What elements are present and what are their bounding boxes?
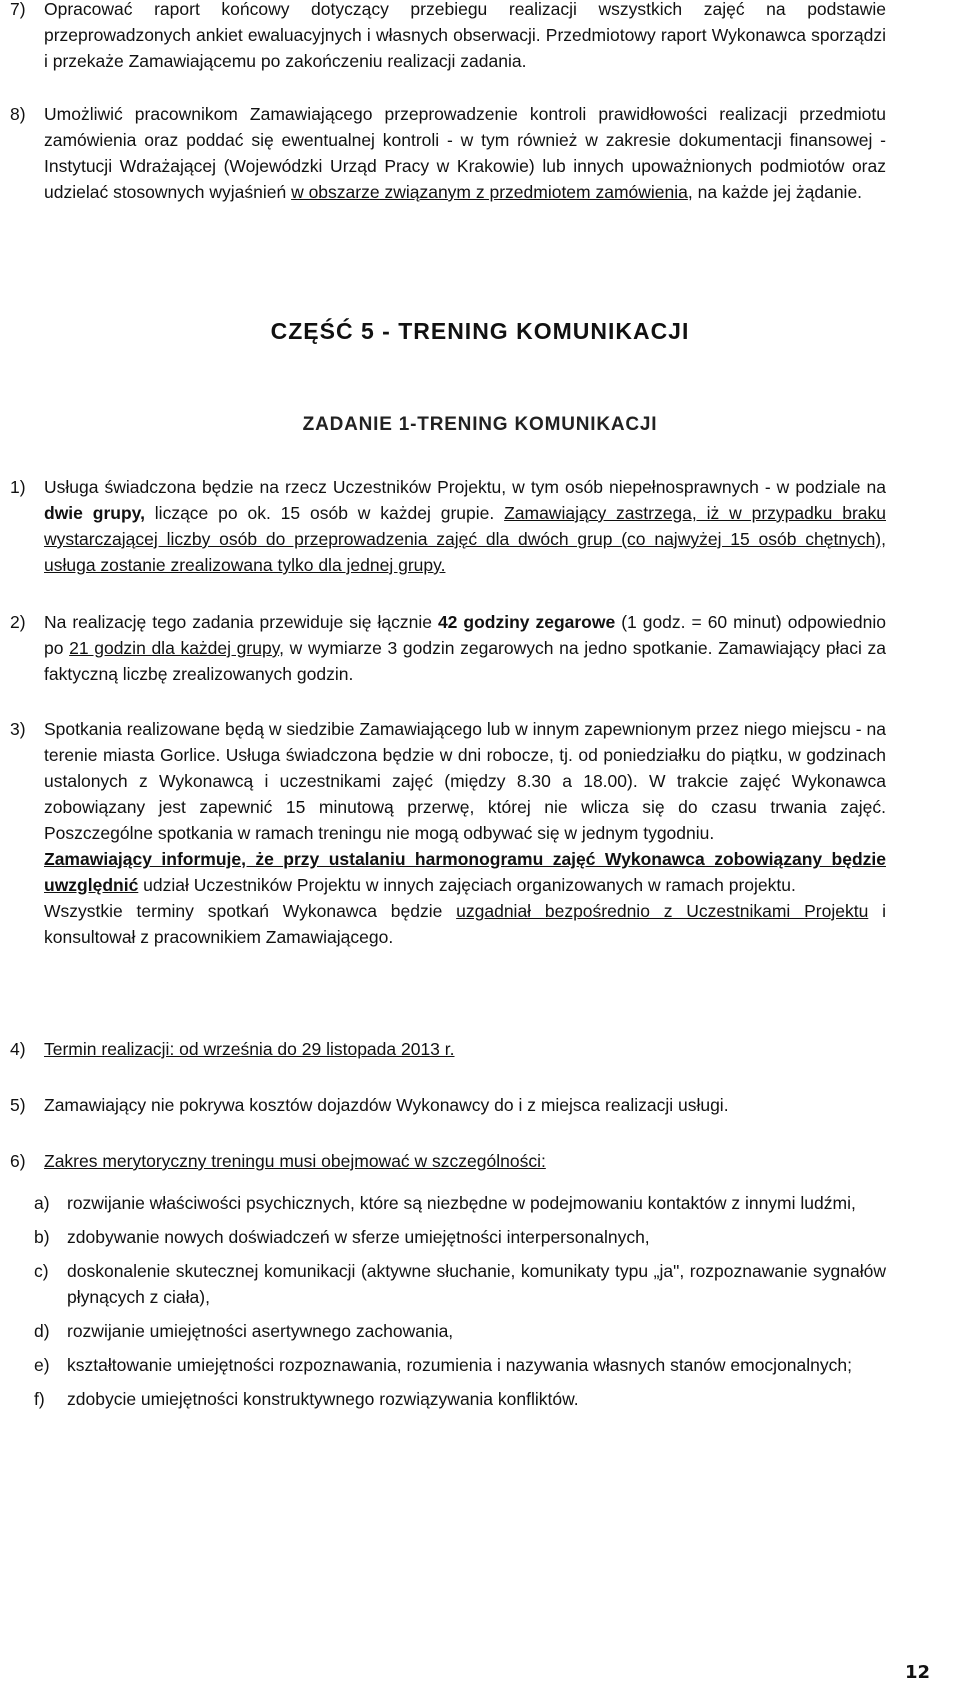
item-number: 5): [10, 1095, 26, 1115]
item-number: 3): [10, 719, 26, 739]
sub-item-letter: b): [34, 1227, 50, 1247]
sub-item-text: zdobycie umiejętności konstruktywnego rozwiązywania konfliktów.: [67, 1389, 579, 1409]
list-item-5: [10, 1092, 886, 1118]
item-text-underlined: w obszarze związanym z przedmiotem zamówienia: [291, 182, 688, 202]
item-text: [44, 1036, 886, 1062]
item-text-part: (1 godz. = 60 minut) odpowiednio po: [44, 612, 886, 658]
sub-item-text: zdobywanie nowych doświadczeń w sferze umiejętności interpersonalnych,: [67, 1227, 650, 1247]
list-item-6: [10, 1148, 886, 1174]
item-text-part: Wszystkie terminy spotkań Wykonawca będzie: [44, 901, 457, 921]
item-text-bold-underlined: Zamawiający informuje, że przy ustalaniu harmonogramu zajęć Wykonawca zobowiązany będzie uwzględnić: [44, 849, 886, 895]
sub-item-letter: a): [34, 1193, 50, 1213]
sub-item-letter: f): [34, 1389, 45, 1409]
page-number: 12: [904, 1662, 930, 1683]
sub-list-item: [34, 1224, 886, 1250]
sub-list-item: [34, 1190, 886, 1216]
section-heading: CZĘŚĆ 5 - TRENING KOMUNIKACJI: [270, 318, 690, 344]
item-number: 1): [10, 477, 26, 497]
sub-item-text: rozwijanie umiejętności asertywnego zachowania,: [67, 1321, 454, 1341]
task-heading: ZADANIE 1-TRENING KOMUNIKACJI: [302, 414, 658, 435]
item-text-bold: 42 godziny zegarowe: [437, 612, 616, 632]
item-text: [44, 1148, 886, 1174]
sub-list: [34, 1190, 886, 1420]
item-text-part: , na każde jej żądanie.: [687, 182, 863, 202]
item-text-bold: dwie grupy,: [44, 503, 145, 523]
sub-item-text: kształtowanie umiejętności rozpoznawania, rozumienia i nazywania własnych stanów emocjonalnych;: [67, 1355, 852, 1375]
item-text-part: Na realizację tego zadania przewiduje się łącznie: [44, 612, 438, 632]
item-text: [44, 474, 886, 578]
item-paragraph: [44, 898, 886, 950]
item-text-part: i konsultował z pracownikiem Zamawiającego.: [44, 901, 886, 947]
item-text: [44, 101, 886, 205]
item-number: 7): [10, 0, 26, 19]
item-text-part: Umożliwić pracownikom Zamawiającego przeprowadzenie kontroli prawidłowości realizacji przedmiotu zamówienia oraz poddać się ewentualnej kontroli - w tym również w zakresie dokumentacji finansowej - Instytucji Wdrażającej (Wojewódzki Urząd Pracy w Krakowie) lub innych upoważnionych podmiotów oraz udzielać stosownych wyjaśnień: [44, 104, 886, 202]
sub-list-item: [34, 1352, 886, 1378]
item-text-underlined: Termin realizacji: od września do 29 listopada 2013 r.: [44, 1039, 455, 1059]
item-number: 6): [10, 1151, 26, 1171]
item-text-part: liczące po ok. 15 osób w każdej grupie.: [144, 503, 505, 523]
sub-item-letter: c): [34, 1261, 49, 1281]
list-item-2: [10, 609, 886, 687]
item-paragraph: Spotkania realizowane będą w siedzibie Zamawiającego lub w innym zapewnionym przez niego miejscu - na terenie miasta Gorlice. Usługa świadczona będzie w dni robocze, tj. od poniedziałku do piątku, w godzinach ustalonych z Wykonawcą i uczestnikami zajęć (między 8.30 a 18.00). W trakcie zajęć Wykonawca zobowiązany jest zapewnić 15 minutową przerwę, której nie wlicza się do czasu trwania zajęć. Poszczególne spotkania w ramach treningu nie mogą odbywać się w jednym tygodniu.: [44, 719, 886, 843]
item-text: Opracować raport końcowy dotyczący przebiegu realizacji wszystkich zajęć na podstawie przeprowadzonych ankiet ewaluacyjnych i własnych obserwacji. Przedmiotowy raport Wykonawca sporządzi i przekaże Zamawiającemu po zakończeniu realizacji zadania.: [44, 0, 886, 71]
item-text: [44, 716, 886, 950]
item-number: 4): [10, 1039, 26, 1059]
sub-list-item: [34, 1318, 886, 1344]
sub-list-item: [34, 1386, 886, 1412]
item-text: [44, 609, 886, 687]
list-item-3: [10, 716, 886, 950]
sub-item-text: rozwijanie właściwości psychicznych, które są niezbędne w podejmowaniu kontaktów z innymi ludźmi,: [67, 1193, 856, 1213]
list-item-8: [10, 101, 886, 205]
list-item-7: [10, 0, 886, 74]
sub-item-text: doskonalenie skutecznej komunikacji (aktywne słuchanie, komunikaty typu „ja", rozpoznawanie sygnałów płynących z ciała),: [67, 1261, 886, 1307]
item-text-part: udział Uczestników Projektu w innych zajęciach organizowanych w ramach projektu.: [138, 875, 796, 895]
sub-item-letter: d): [34, 1321, 50, 1341]
item-text-part: Usługa świadczona będzie na rzecz Uczestników Projektu, w tym osób niepełnosprawnych - w podziale na: [44, 477, 886, 497]
list-item-4: [10, 1036, 886, 1062]
item-text: Zamawiający nie pokrywa kosztów dojazdów Wykonawcy do i z miejsca realizacji usługi.: [44, 1095, 729, 1115]
item-text-underlined: Zakres merytoryczny treningu musi obejmować w szczególności:: [44, 1151, 546, 1171]
item-text-underlined: 21 godzin dla każdej grupy,: [69, 638, 285, 658]
item-text-underlined: Zamawiający zastrzega, iż w przypadku braku wystarczającej liczby osób do przeprowadzenia zajęć dla dwóch grup (co najwyżej 15 osób chętnych), usługa zostanie zrealizowana tylko dla jednej grupy.: [44, 503, 886, 575]
sub-list-item: [34, 1258, 886, 1310]
item-number: 8): [10, 104, 26, 124]
item-text-part: w wymiarze 3 godzin zegarowych na jedno spotkanie. Zamawiający płaci za faktyczną liczbę zrealizowanych godzin.: [44, 638, 887, 684]
item-number: 2): [10, 612, 26, 632]
item-text-underlined: uzgadniał bezpośrednio z Uczestnikami Projektu: [456, 901, 869, 921]
sub-item-letter: e): [34, 1355, 50, 1375]
list-item-1: [10, 474, 886, 578]
item-paragraph: [44, 846, 886, 898]
